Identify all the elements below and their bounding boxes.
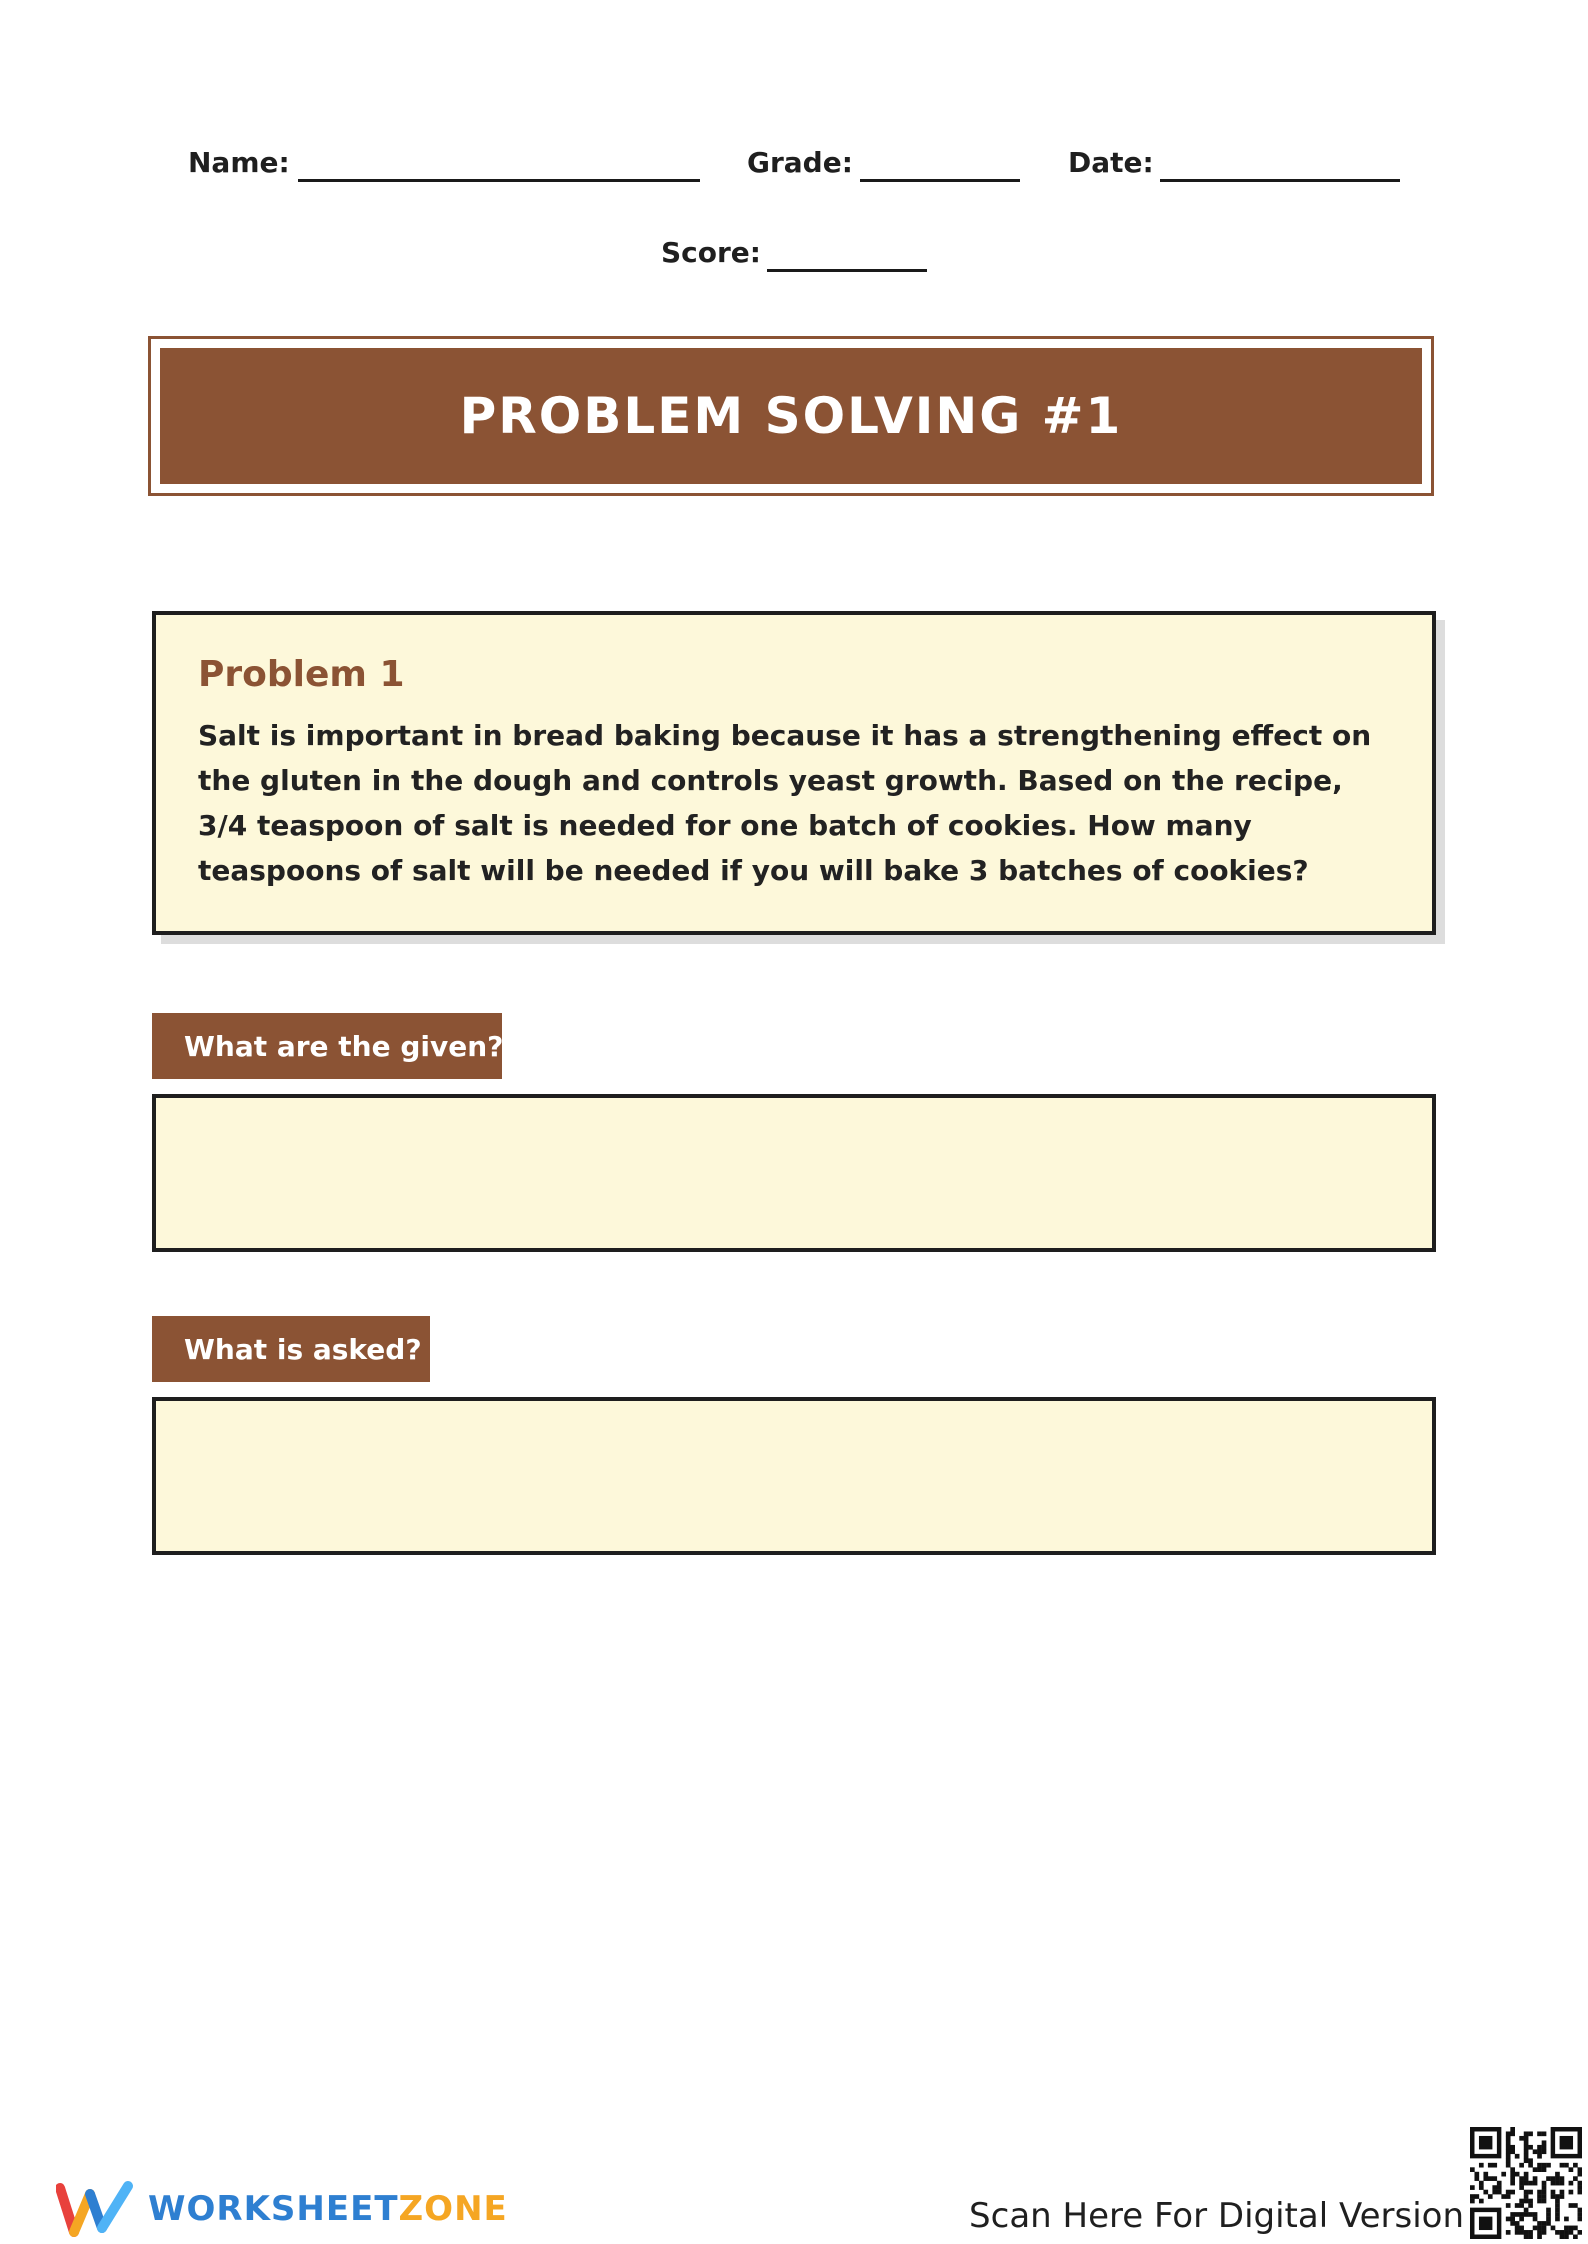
name-label: Name: [188,146,290,179]
problem-heading: Problem 1 [198,654,405,695]
problem-text: Salt is important in bread baking because it has a strengthening effect on the gluten in the dough and controls yeast growth. Based on the recipe, 3/4 teaspoon of salt is needed for one batch of cookies. How many teaspoons of salt will be needed if you will bake 3 batches of cookies? [198,719,1372,887]
score-label: Score: [661,236,761,269]
brand-part-worksheet: WORKSHEET [148,2189,399,2229]
title-banner [148,336,1434,496]
worksheetzone-logo[interactable] [56,2180,508,2238]
problem-card [152,611,1436,935]
page-title: PROBLEM SOLVING #1 [459,387,1123,445]
worksheetzone-w-logo-icon [56,2180,136,2238]
asked-answer-box[interactable] [152,1397,1436,1555]
asked-section-label: What is asked? [152,1316,430,1382]
title-bar [160,348,1422,484]
scan-instruction: Scan Here For Digital Version [969,2196,1464,2236]
brand-name [148,2189,508,2229]
date-label: Date: [1068,146,1154,179]
name-field[interactable] [298,179,700,182]
given-answer-box[interactable] [152,1094,1436,1252]
date-field[interactable] [1160,179,1400,182]
score-field[interactable] [767,269,927,272]
qr-code-icon[interactable] [1470,2127,1582,2239]
grade-label: Grade: [747,146,853,179]
given-section-label: What are the given? [152,1013,502,1079]
brand-part-zone: ZONE [398,2189,508,2229]
grade-field[interactable] [860,179,1020,182]
